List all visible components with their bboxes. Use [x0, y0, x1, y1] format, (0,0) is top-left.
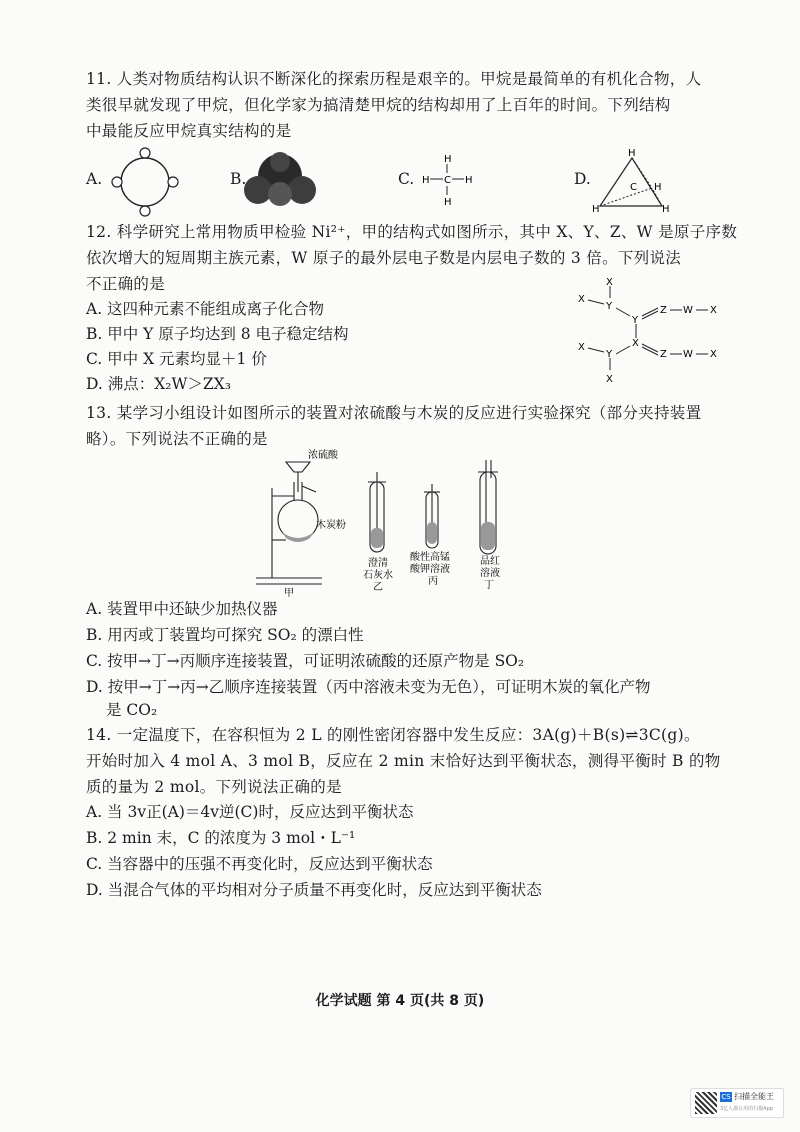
atom-h: H: [592, 204, 600, 214]
q14-option-d: D. 当混合气体的平均相对分子质量不再变化时，反应达到平衡状态: [86, 881, 542, 899]
label-bing-line1: 酸性高锰: [410, 552, 450, 563]
label-apparatus-jia: 甲: [284, 588, 294, 598]
qr-code-icon: [695, 1092, 717, 1114]
methane-tetrahedral-model: [592, 148, 674, 214]
atom-x: X: [578, 342, 585, 353]
label-bing-line2: 酸钾溶液: [410, 564, 450, 575]
atom-w: W: [683, 305, 693, 316]
q12-option-a: A. 这四种元素不能组成离子化合物: [86, 300, 325, 318]
q13-option-c: C. 按甲→丁→丙顺序连接装置，可证明浓硫酸的还原产物是 SO₂: [86, 652, 525, 670]
q11-line: 11. 人类对物质结构认识不断深化的探索历程是艰辛的。甲烷是最简单的有机化合物，人: [86, 70, 702, 88]
scanner-watermark: [690, 1088, 784, 1118]
label-ding-line3: 丁: [484, 580, 494, 591]
atom-z: Z: [660, 305, 667, 316]
label-bing-line3: 丙: [428, 576, 438, 587]
atom-y: Y: [606, 349, 613, 360]
question-13-stem: [86, 400, 722, 452]
label-yi-line3: 乙: [373, 582, 383, 593]
methane-model-ring: [108, 146, 182, 218]
atom-h: H: [662, 204, 670, 214]
q11-line: 类很早就发现了甲烷，但化学家为搞清楚甲烷的结构却用了上百年的时间。下列结构: [86, 96, 671, 114]
atom-y: Y: [632, 315, 639, 326]
atom-x: X: [632, 338, 639, 349]
q14-line: 开始时加入 4 mol A、3 mol B，反应在 2 min 末恰好达到平衡状态，测得平衡时 B 的物: [86, 752, 721, 770]
atom-x: X: [710, 305, 717, 316]
page-footer: 化学试题 第 4 页(共 8 页): [315, 993, 485, 1009]
q12-option-c: C. 甲中 X 元素均显＋1 价: [86, 350, 267, 368]
q11-option-c-label: C.: [398, 170, 415, 188]
q14-line: 质的量为 2 mol。下列说法正确的是: [86, 778, 342, 796]
scanner-app-name: 扫描全能王: [734, 1092, 774, 1101]
q12-line: 12. 科学研究上常用物质甲检验 Ni²⁺，甲的结构式如图所示，其中 X、Y、Z、W 是原子序数: [86, 223, 738, 241]
label-yi-line1: 澄清: [368, 558, 388, 569]
q13-option-b: B. 用丙或丁装置均可探究 SO₂ 的漂白性: [86, 626, 364, 644]
q11-option-d-label: D.: [574, 170, 591, 188]
atom-w: W: [683, 349, 693, 360]
q14-option-c: C. 当容器中的压强不再变化时，反应达到平衡状态: [86, 855, 433, 873]
atom-h: H: [444, 197, 452, 208]
q14-option-a: A. 当 3v正(A)＝4v逆(C)时，反应达到平衡状态: [86, 803, 414, 821]
atom-h: H: [465, 175, 473, 186]
methane-space-filling-model: [240, 150, 320, 208]
q13-option-a: A. 装置甲中还缺少加热仪器: [86, 600, 278, 618]
atom-h: H: [444, 154, 452, 165]
label-ding-line1: 品红: [480, 556, 500, 567]
q13-line: 13. 某学习小组设计如图所示的装置对浓硫酸与木炭的反应进行实验探究（部分夹持装置: [86, 404, 702, 422]
atom-x: X: [578, 294, 585, 305]
label-yi-line2: 石灰水: [363, 570, 393, 581]
q13-option-d: D. 按甲→丁→丙→乙顺序连接装置（丙中溶液未变为无色），可证明木炭的氧化产物: [86, 678, 651, 696]
q12-option-b: B. 甲中 Y 原子均达到 8 电子稳定结构: [86, 325, 349, 343]
apparatus-diagram: [250, 448, 520, 598]
atom-h: H: [628, 148, 636, 159]
label-charcoal-powder: 木炭粉: [316, 520, 346, 531]
q12-option-d: D. 沸点：X₂W＞ZX₃: [86, 375, 231, 393]
methane-structural-formula: [418, 150, 474, 212]
q11-option-b-label: B.: [230, 170, 247, 188]
atom-z: Z: [660, 349, 667, 360]
atom-c: C: [630, 182, 637, 193]
q13-line: 略）。下列说法不正确的是: [86, 430, 268, 448]
label-concentrated-sulfuric-acid: 浓硫酸: [308, 450, 338, 461]
label-ding-line2: 溶液: [480, 568, 500, 579]
atom-c: C: [444, 175, 451, 186]
q11-option-a-label: A.: [86, 170, 103, 188]
scanner-tagline: 3亿人都在用的扫描App: [720, 1106, 773, 1112]
atom-h: H: [422, 175, 430, 186]
atom-x: X: [606, 278, 613, 288]
q12-line: 不正确的是: [86, 275, 166, 293]
atom-y: Y: [606, 301, 613, 312]
q14-option-b: B. 2 min 末，C 的浓度为 3 mol・L⁻¹: [86, 829, 356, 847]
q11-line: 中最能反应甲烷真实结构的是: [86, 122, 292, 140]
atom-x: X: [606, 374, 613, 385]
scanner-logo: CS: [721, 1093, 731, 1101]
atom-h: H: [654, 182, 662, 193]
q13-option-d-cont: 是 CO₂: [106, 701, 158, 719]
atom-x: X: [710, 349, 717, 360]
q12-line: 依次增大的短周期主族元素，W 原子的最外层电子数是内层电子数的 3 倍。下列说法: [86, 249, 682, 267]
question-14-stem: [86, 722, 722, 800]
compound-jia-structure: [574, 278, 734, 388]
question-11-stem: [86, 66, 722, 144]
q14-line: 14. 一定温度下，在容积恒为 2 L 的刚性密闭容器中发生反应：3A(g)＋B(s)⇌3C(g)。: [86, 726, 700, 744]
